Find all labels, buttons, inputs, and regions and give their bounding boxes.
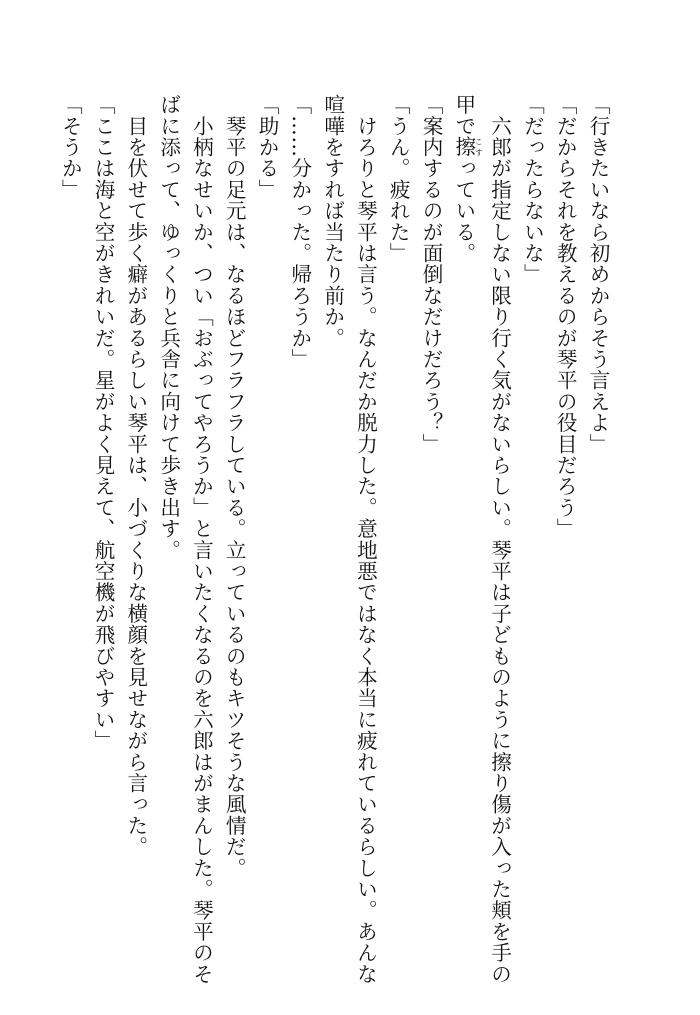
text-line: 「だからそれを教えるのが琴平の役目だろう」 <box>553 94 578 540</box>
text-line: 「だったらないな」 <box>520 94 545 285</box>
text-line: 「案内するのが面倒なだけだろう？」 <box>419 94 444 455</box>
ruby-reading: こす <box>474 136 484 158</box>
text-line: 「……分かった。帰ろうか」 <box>287 94 312 370</box>
text-line: 喧嘩をすれば当たり前か。 <box>320 94 345 349</box>
text-line: 目を伏せて歩く癖があるらしい琴平は、小づくりな横顔を見せながら言った。 <box>123 94 148 858</box>
ruby-base: 擦 <box>451 136 476 158</box>
text-line: 小柄なせいか、つい「おぶってやろうか」と言いたくなるのを六郎はがまんした。琴平のそ <box>189 94 214 985</box>
text-line: 六郎が指定しない限り行く気がないらしい。琴平は子どものように擦り傷が入った頬を手の <box>487 94 512 985</box>
text-line: けろりと琴平は言う。なんだか脱力した。意地悪ではなく本当に疲れているらしい。あんな <box>353 94 378 985</box>
text-segment: っている。 <box>451 157 476 264</box>
text-line: 「ここは海と空がきれいだ。星がよく見えて、航空機が飛びやすい」 <box>91 94 116 752</box>
text-line: 琴平の足元は、なるほどフラフラしている。立っているのもキツそうな風情だ。 <box>222 94 247 879</box>
text-line: 「助かる」 <box>255 94 280 200</box>
text-line: 「行きたいなら初めからそう言えよ」 <box>586 94 610 455</box>
text-line-with-ruby <box>447 94 483 974</box>
text-line: ばに添って、ゆっくりと兵舎に向けて歩き出す。 <box>156 94 181 561</box>
vertical-text-body <box>53 94 614 985</box>
ruby-annotation <box>451 136 484 158</box>
text-segment: 甲で <box>451 94 476 137</box>
text-line: 「そうか」 <box>58 94 83 200</box>
text-line: 「うん。疲れた」 <box>386 94 411 264</box>
